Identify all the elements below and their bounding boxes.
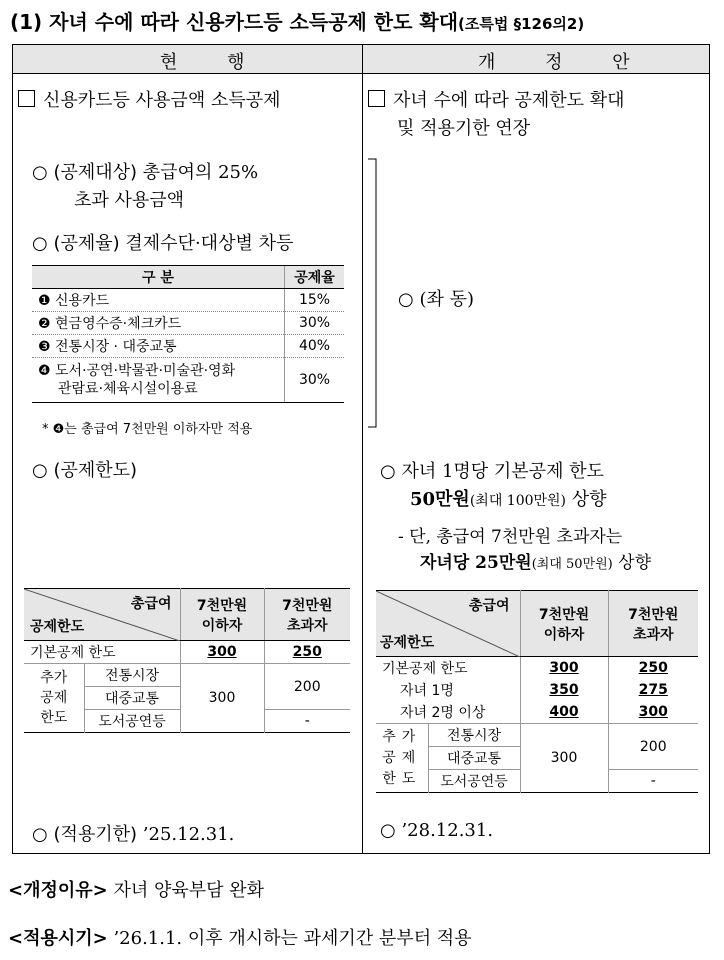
period-value: ’28.12.31. [401, 820, 494, 841]
rate-row-label-line2: 관람료·체육시설이용료 [58, 381, 198, 397]
rate-row-label: 전통시장 · 대중교통 [55, 339, 177, 355]
rate-row-value: 15% [285, 289, 345, 312]
col-under-70m [520, 591, 608, 657]
extra-limit-label [376, 724, 428, 793]
child1-high: 275 [638, 682, 668, 698]
circle-bullet-icon: ○ [380, 461, 396, 482]
basic-limit-low: 300 [549, 660, 579, 676]
proposed-same [398, 285, 474, 311]
reason-line [8, 876, 264, 902]
table-row [32, 358, 344, 403]
circle-bullet-icon: ○ [32, 162, 48, 183]
rate-col-category: 구 분 [32, 266, 285, 289]
note-amount: 자녀당 25만원 [420, 553, 532, 573]
same-as-left: (좌 동) [419, 289, 474, 310]
table-row [24, 641, 350, 664]
number-2-icon: ❷ [38, 316, 51, 332]
number-3-icon: ❸ [38, 339, 51, 355]
extra-label-1: 추가 [382, 728, 422, 745]
extra-item: 도서공연등 [84, 710, 180, 733]
extra-label-1: 추가 [40, 670, 68, 686]
limit-label: (공제한도) [53, 460, 138, 481]
basic-limit-label: 기본공제 한도 [24, 641, 180, 664]
table-row [376, 679, 698, 701]
target-line2: 초과 사용금액 [74, 190, 185, 211]
proposed-period [380, 820, 493, 841]
current-period [32, 820, 234, 846]
extra-item: 대중교통 [428, 747, 520, 770]
col2-line1: 7천만원 [628, 606, 679, 623]
target-line1: 총급여의 25% [142, 162, 259, 183]
child1-low: 350 [549, 682, 579, 698]
basic-limit-high: 250 [292, 644, 322, 660]
note-line1: - 단, 총급여 7천만원 초과자는 [398, 527, 623, 547]
child-amount: 50만원 [410, 489, 470, 510]
circle-bullet-icon: ○ [32, 824, 48, 845]
col-over-70m [608, 591, 698, 657]
rate-label: (공제율) [53, 233, 120, 254]
rate-col-rate: 공제율 [285, 266, 345, 289]
period-label: (적용기한) [53, 824, 138, 845]
circle-bullet-icon: ○ [32, 233, 48, 254]
extra-item: 대중교통 [84, 687, 180, 710]
rate-row-value: 30% [285, 312, 345, 335]
extra-label-2: 공제 [40, 690, 68, 706]
number-1-icon: ❶ [38, 293, 51, 309]
extra-item: 도서공연등 [428, 770, 520, 793]
circle-bullet-icon: ○ [380, 820, 396, 841]
rate-row-label: 도서·공연·박물관·미술관·영화 [55, 363, 236, 379]
col1-line1: 7천만원 [538, 606, 590, 623]
extra-label-2: 공제 [382, 749, 422, 766]
current-target [32, 158, 258, 184]
table-row [32, 312, 344, 335]
col2-line1: 7천만원 [282, 597, 333, 614]
rate-row-label: 현금영수증·체크카드 [55, 316, 182, 332]
child2-label: 자녀 2명 이상 [376, 701, 520, 724]
rate-table [32, 265, 344, 403]
proposed-heading [368, 86, 625, 112]
current-heading-text: 신용카드등 사용금액 소득공제 [43, 90, 281, 111]
rate-row-value: 30% [285, 358, 345, 403]
extra-item: 전통시장 [428, 724, 520, 747]
table-row [376, 701, 698, 724]
when-label: <적용시기> [8, 928, 108, 949]
child-max: (최대 100만원) [469, 493, 567, 509]
extra-label-3: 한도 [40, 710, 68, 726]
effective-line [8, 924, 472, 950]
table-row [32, 335, 344, 358]
bracket-icon [366, 158, 380, 428]
checkbox-square-icon [18, 90, 35, 107]
extra-limit-dash: - [264, 710, 350, 733]
note-line2 [420, 548, 651, 573]
period-value: ’25.12.31. [142, 824, 235, 845]
page-title [10, 6, 584, 35]
child2-high: 300 [638, 704, 668, 720]
col2-line2: 초과자 [286, 617, 328, 634]
extra-limit-high: 200 [608, 724, 698, 770]
checkbox-square-icon [368, 90, 385, 107]
extra-limit-label [24, 664, 84, 733]
title-main: (1) 자녀 수에 따라 신용카드등 소득공제 한도 확대 [10, 10, 459, 34]
reason-label: <개정이유> [8, 880, 108, 901]
rate-row-value: 40% [285, 335, 345, 358]
header-proposed: 개 정 안 [478, 52, 652, 73]
table-row [376, 724, 698, 747]
limit-corner-cell [376, 591, 520, 657]
note-max: (최대 50만원) [531, 557, 613, 572]
rate-note: * ❹는 총급여 7천만원 이하자만 적용 [42, 422, 253, 437]
number-4-icon: ❹ [38, 363, 51, 379]
current-limit [32, 456, 137, 482]
child1-label: 자녀 1명 [400, 683, 454, 699]
extra-limit-low: 300 [180, 664, 264, 733]
child-line1: 자녀 1명당 기본공제 한도 [401, 461, 604, 482]
current-rate [32, 229, 293, 255]
col-under-70m [180, 589, 264, 641]
limit-corner-cell [24, 589, 180, 641]
proposed-heading-line1: 자녀 수에 따라 공제한도 확대 [393, 90, 625, 111]
header-current: 현 행 [160, 52, 267, 73]
proposed-child-limit [380, 457, 604, 483]
col2-line2: 초과자 [632, 626, 674, 643]
child-line2 [410, 485, 607, 511]
extra-limit-low: 300 [520, 724, 608, 793]
corner-bottom: 공제한도 [380, 635, 435, 651]
col1-line2: 이하자 [543, 626, 585, 643]
extra-label-3: 한도 [382, 770, 422, 787]
corner-top: 총급여 [130, 596, 172, 612]
table-row [376, 657, 698, 680]
col-over-70m [264, 589, 350, 641]
current-limit-table [24, 588, 350, 733]
basic-limit-high: 250 [638, 660, 668, 676]
proposed-heading-line2: 및 적용기한 연장 [397, 118, 531, 139]
current-heading [18, 86, 281, 112]
child2-low: 400 [549, 704, 579, 720]
corner-top: 총급여 [468, 598, 510, 614]
basic-limit-low: 300 [207, 644, 237, 660]
col1-line2: 이하자 [201, 617, 243, 634]
rate-text: 결제수단·대상별 차등 [125, 233, 294, 254]
reason-text: 자녀 양육부담 완화 [113, 880, 264, 901]
circle-bullet-icon: ○ [32, 460, 48, 481]
extra-limit-high: 200 [264, 664, 350, 710]
table-row [24, 664, 350, 687]
circle-bullet-icon: ○ [398, 289, 414, 310]
extra-limit-dash: - [608, 770, 698, 793]
note-raise: 상향 [618, 553, 652, 573]
basic-limit-label: 기본공제 한도 [382, 661, 468, 677]
extra-item: 전통시장 [84, 664, 180, 687]
rate-row-label: 신용카드 [55, 293, 110, 309]
column-divider [362, 45, 363, 853]
target-label: (공제대상) [53, 162, 138, 183]
table-row [32, 289, 344, 312]
corner-bottom: 공제한도 [30, 619, 85, 635]
col1-line1: 7천만원 [196, 597, 248, 614]
title-ref: (조특법 §126의2) [458, 15, 585, 33]
when-text: ’26.1.1. 이후 개시하는 과세기간 분부터 적용 [113, 928, 472, 949]
proposed-limit-table [376, 590, 698, 793]
child-raise: 상향 [571, 489, 607, 510]
